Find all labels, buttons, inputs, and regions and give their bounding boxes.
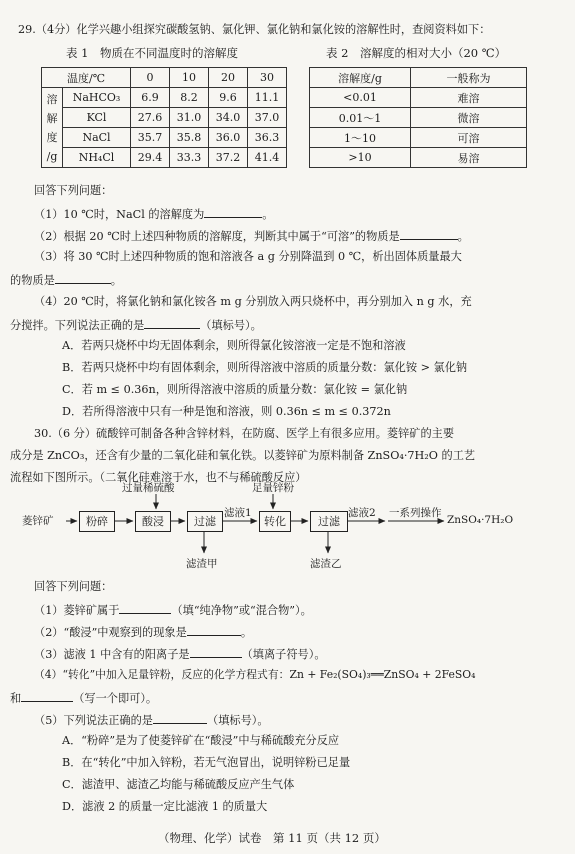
q30-part3-text: （3）滤液 1 中含有的阳离子是 xyxy=(34,648,190,661)
flow-series-ops: 一系列操作 xyxy=(389,507,442,519)
table-header-cell: 0 xyxy=(131,68,170,88)
table-header-cell: 一般称为 xyxy=(411,68,527,88)
q30-intro-line1: 30.（6 分）硫酸锌可制备各种含锌材料，在防腐、医学上有很多应用。菱锌矿的主要 xyxy=(34,427,455,440)
flow-reagent-zinc: 足量锌粉 xyxy=(252,482,294,494)
table-header-cell: 20 xyxy=(209,68,248,88)
q30-part1-text: （1）菱锌矿属于 xyxy=(34,604,120,617)
side-label-char: 溶 xyxy=(46,92,58,106)
answer-blank[interactable] xyxy=(190,645,242,658)
q30-part2-text: （2）“酸浸”中观察到的现象是 xyxy=(34,626,187,639)
table-cell: 微溶 xyxy=(411,108,527,128)
q29-part3-end: 。 xyxy=(110,274,122,287)
page-footer: （物理、化学）试卷 第 11 页（共 12 页） xyxy=(158,831,386,845)
table-cell: 难溶 xyxy=(411,88,527,108)
q30-part5 xyxy=(34,711,269,728)
q30-answer-prompt: 回答下列问题： xyxy=(34,580,113,593)
flow-product: ZnSO₄·7H₂O xyxy=(447,514,514,526)
table-header-cell: 10 xyxy=(170,68,209,88)
table-cell: 35.7 xyxy=(131,128,170,148)
q30-option-b: B．在“转化”中加入锌粉，若无气泡冒出，说明锌粉已足量 xyxy=(62,756,351,769)
q30-part1-end: （填“纯净物”或“混合物”）。 xyxy=(171,604,312,617)
table-cell: KCl xyxy=(63,108,131,128)
q29-part1-text: （1）10 ℃时，NaCl 的溶解度为 xyxy=(34,208,205,221)
table-cell: NaCl xyxy=(63,128,131,148)
q30-intro-line2: 成分是 ZnCO₃，还含有少量的二氧化硅和氧化铁。以菱锌矿为原料制备 ZnSO₄·7H₂O 的工艺 xyxy=(10,449,476,462)
flow-filtrate2: 滤液2 xyxy=(348,507,376,519)
table-cell: NaHCO₃ xyxy=(63,88,131,108)
q30-part4-line1: （4）“转化”中加入足量锌粉，反应的化学方程式有：Zn + Fe₂(SO₄)₃══ZnSO₄ + 2FeSO₄ xyxy=(34,668,476,681)
table-cell: 37.0 xyxy=(248,108,287,128)
table-cell: 9.6 xyxy=(209,88,248,108)
q29-option-c: C．若 m ≤ 0.36n，则所得溶液中溶质的质量分数：氯化铵 = 氯化钠 xyxy=(62,383,408,396)
table-cell: NH₄Cl xyxy=(63,148,131,168)
table-header-cell: 溶解度/g xyxy=(310,68,411,88)
table-cell: 6.9 xyxy=(131,88,170,108)
answer-blank[interactable] xyxy=(21,689,73,702)
q30-option-a: A．“粉碎”是为了使菱锌矿在“酸浸”中与稀硫酸充分反应 xyxy=(62,734,340,747)
flow-filtrate1: 滤液1 xyxy=(224,507,252,519)
q30-part5-text: （5）下列说法正确的是 xyxy=(34,714,153,727)
q30-part4-end: （写一个即可）。 xyxy=(73,692,158,705)
q29-part4-line1: （4）20 ℃时，将氯化钠和氯化铵各 m g 分别放入两只烧杯中，再分别加入 n g 水，充 xyxy=(34,295,472,308)
table1-caption: 表 1 物质在不同温度时的溶解度 xyxy=(66,46,238,60)
q29-part1-end: 。 xyxy=(262,208,274,221)
answer-blank[interactable] xyxy=(119,601,171,614)
table-cell: 易溶 xyxy=(411,148,527,168)
table-cell: 11.1 xyxy=(248,88,287,108)
q30-part4-line2 xyxy=(10,689,157,706)
table-cell: 31.0 xyxy=(170,108,209,128)
q29-answer-prompt: 回答下列问题： xyxy=(34,184,113,197)
q30-option-c: C．滤渣甲、滤渣乙均能与稀硫酸反应产生气体 xyxy=(62,778,295,791)
q30-part2 xyxy=(34,623,252,640)
side-label-char: 度 xyxy=(46,130,58,144)
flow-residue1: 滤渣甲 xyxy=(186,558,218,570)
q29-option-d: D．若所得溶液中只有一种是饱和溶液，则 0.36n ≤ m ≤ 0.372n xyxy=(62,405,391,418)
table-cell: 34.0 xyxy=(209,108,248,128)
table-cell: 36.3 xyxy=(248,128,287,148)
q29-part2-end: 。 xyxy=(457,230,469,243)
q30-intro-line3: 流程如下图所示。（二氧化硅难溶于水，也不与稀硫酸反应） xyxy=(10,471,307,484)
table2-caption: 表 2 溶解度的相对大小（20 ℃） xyxy=(326,46,507,60)
table-cell: 33.3 xyxy=(170,148,209,168)
flow-step-convert: 转化 xyxy=(259,511,291,532)
table-cell: 35.8 xyxy=(170,128,209,148)
table-cell: 27.6 xyxy=(131,108,170,128)
flow-start-label: 菱锌矿 xyxy=(22,515,54,527)
table-header-cell: 温度/℃ xyxy=(42,68,131,88)
table-cell: 37.2 xyxy=(209,148,248,168)
q30-part2-end: 。 xyxy=(240,626,253,639)
answer-blank[interactable] xyxy=(153,711,207,724)
side-label-char: /g xyxy=(46,149,58,163)
q29-intro: 29.（4分）化学兴趣小组探究碳酸氢钠、氯化钾、氯化钠和氯化铵的溶解性时，查阅资料如下： xyxy=(18,23,491,36)
table-cell: 36.0 xyxy=(209,128,248,148)
q29-option-b: B．若两只烧杯中均有固体剩余，则所得溶液中溶质的质量分数：氯化铵 > 氯化钠 xyxy=(62,361,468,374)
table-header-cell: 30 xyxy=(248,68,287,88)
q29-option-a: A．若两只烧杯中均无固体剩余，则所得氯化铵溶液一定是不饱和溶液 xyxy=(62,339,406,352)
q30-part3-end: （填离子符号）。 xyxy=(241,648,326,661)
q30-part5-end: （填标号）。 xyxy=(207,714,269,727)
table-cell: 1～10 xyxy=(310,128,411,148)
table-cell: >10 xyxy=(310,148,411,168)
flow-step-crush: 粉碎 xyxy=(79,511,115,532)
table-cell: 可溶 xyxy=(411,128,527,148)
q30-part4-text: 和 xyxy=(10,692,22,705)
q29-part4-text: 分搅拌。下列说法正确的是 xyxy=(10,319,145,332)
flow-step-filter2: 过滤 xyxy=(310,511,348,532)
q29-part3-line1: （3）将 30 ℃时上述四种物质的饱和溶液各 a g 分别降温到 0 ℃，析出固体质量最大 xyxy=(34,250,462,263)
q29-part2-text: （2）根据 20 ℃时上述四种物质的溶解度，判断其中属于“可溶”的物质是 xyxy=(34,230,400,243)
table-cell: 0.01～1 xyxy=(310,108,411,128)
table-cell: <0.01 xyxy=(310,88,411,108)
table-cell: 8.2 xyxy=(170,88,209,108)
q29-part4-end: （填标号）。 xyxy=(200,319,262,332)
table-cell: 41.4 xyxy=(248,148,287,168)
flow-step-acid-leach: 酸浸 xyxy=(135,511,171,532)
flow-reagent-acid: 过量稀硫酸 xyxy=(122,482,175,494)
side-label-char: 解 xyxy=(46,111,58,125)
q30-part3 xyxy=(34,645,326,662)
q29-part3-text: 的物质是 xyxy=(10,274,55,287)
flow-step-filter1: 过滤 xyxy=(187,511,223,532)
q30-option-d: D．滤液 2 的质量一定比滤液 1 的质量大 xyxy=(62,800,268,813)
answer-blank[interactable] xyxy=(187,623,241,636)
flow-residue2: 滤渣乙 xyxy=(310,558,342,570)
q30-part1 xyxy=(34,601,312,618)
table-cell: 29.4 xyxy=(131,148,170,168)
